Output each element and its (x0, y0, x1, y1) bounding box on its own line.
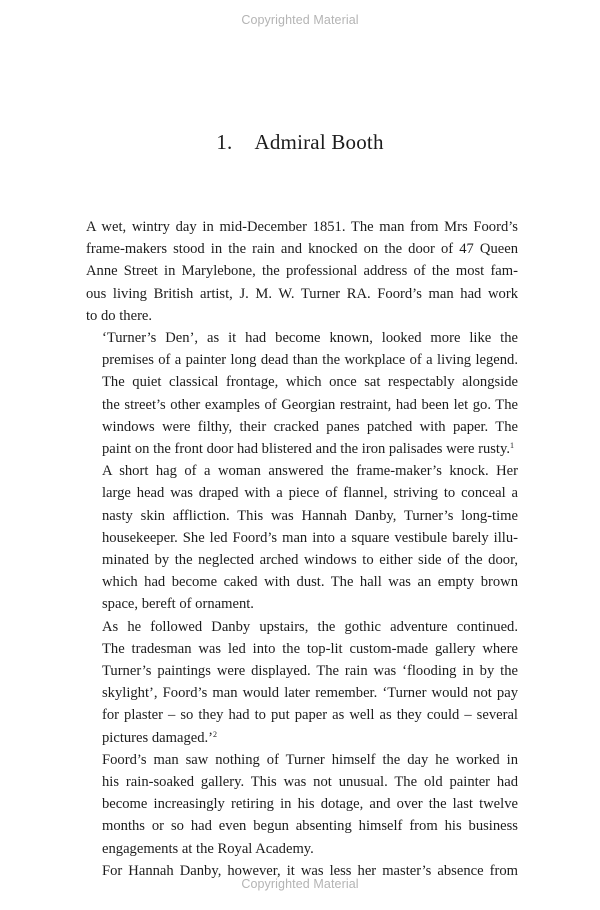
text-line: become increasingly retiring in his dotage, and over the last twelve (102, 796, 518, 813)
text-line: skylight’, Foord’s man would later remember. ‘Turner would not pay (102, 685, 518, 702)
chapter-body-text (86, 216, 518, 882)
footnote-marker[interactable]: 1 (509, 441, 514, 451)
text-line: For Hannah Danby, however, it was less her master’s absence from (102, 862, 518, 879)
text-line: Anne Street in Marylebone, the professional address of the most fam- (86, 263, 518, 280)
copyright-watermark-top: Copyrighted Material (241, 13, 359, 27)
text-line: ‘Turner’s Den’, as it had become known, looked more like the (102, 330, 518, 347)
text-line: minated by the neglected arched windows to either side of the door, (102, 552, 518, 569)
text-line: windows were filthy, their cracked panes patched with paper. The (102, 418, 518, 435)
text-line: The tradesman was led into the top-lit custom-made gallery where (102, 640, 518, 657)
text-line: pictures damaged.’$^2$ (102, 729, 218, 746)
paragraph (86, 616, 518, 749)
paragraph (86, 216, 518, 327)
text-line: for plaster – so they had to put paper as well as they could – several (102, 707, 518, 724)
text-line: which had become caked with dust. The hall was an empty brown (102, 574, 518, 591)
text-line: frame-makers stood in the rain and knocked on the door of 47 Queen (86, 241, 518, 258)
chapter-title: Admiral Booth (254, 130, 384, 154)
chapter-heading (0, 130, 600, 155)
text-line: to do there. (86, 307, 153, 324)
text-line: his rain-soaked gallery. This was not unusual. The old painter had (102, 774, 518, 791)
paragraph (86, 327, 518, 460)
text-line: ous living British artist, J. M. W. Turner RA. Foord’s man had work (86, 285, 518, 302)
text-line: Foord’s man saw nothing of Turner himself the day he worked in (102, 751, 518, 768)
text-line: the street’s other examples of Georgian restraint, had been let go. The (102, 396, 518, 413)
text-line: paint on the front door had blistered and the iron palisades were rusty.$^1$ (102, 441, 514, 458)
text-line: housekeeper. She led Foord’s man into a square vestibule barely illu- (102, 529, 518, 546)
text-line: A wet, wintry day in mid-December 1851. The man from Mrs Foord’s (86, 219, 518, 235)
text-line: premises of a painter long dead than the workplace of a living legend. (102, 352, 518, 369)
footnote-marker[interactable]: 2 (213, 729, 218, 739)
text-line: Turner’s paintings were displayed. The rain was ‘flooding in by the (102, 663, 518, 680)
chapter-number: 1. (216, 130, 233, 154)
copyright-watermark-bottom: Copyrighted Material (241, 877, 359, 891)
paragraph (86, 460, 518, 615)
text-line: nasty skin affliction. This was Hannah Danby, Turner’s long-time (102, 507, 518, 524)
text-line: space, bereft of ornament. (102, 596, 254, 613)
text-line: The quiet classical frontage, which once sat respectably alongside (102, 374, 518, 391)
text-line: As he followed Danby upstairs, the gothic adventure continued. (102, 618, 518, 635)
paragraph (86, 749, 518, 860)
text-line: A short hag of a woman answered the frame-maker’s knock. Her (102, 463, 518, 480)
text-line: engagements at the Royal Academy. (102, 840, 314, 857)
text-line: months or so had even begun absenting himself from his business (102, 818, 518, 835)
text-line: large head was draped with a piece of flannel, striving to conceal a (102, 485, 518, 502)
